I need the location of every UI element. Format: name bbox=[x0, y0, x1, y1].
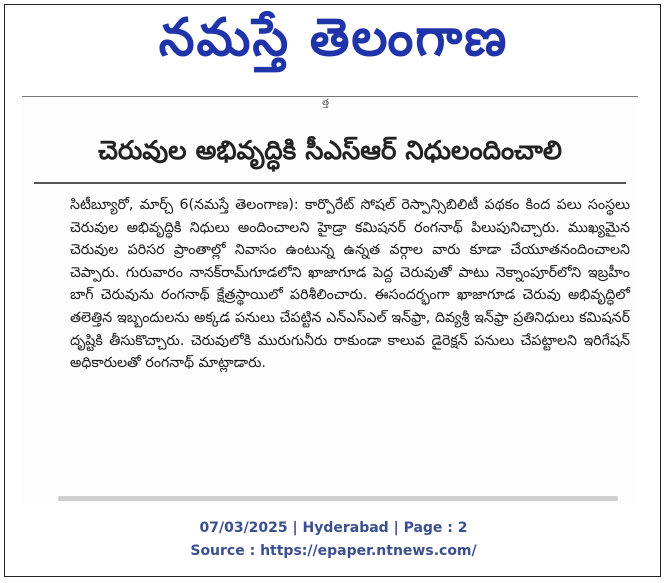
article-body: సిటీబ్యూరో, మార్చ్ 6(నమస్తే తెలంగాణ): కార్పొరేట్ సోషల్ రెస్పాన్సిబిలిటీ పథకం కింద పలు సంస్థలు చెరువుల అభివృద్ధికి నిధులు అందించాలని హైడ్రా కమిషనర్ రంగనాథ్ పిలుపునిచ్చారు. ముఖ్యమైన చెరువుల పరిసర ప్రాంతాల్లో నివాసం ఉంటున్న ఉన్నత వర్గాల వారు కూడా చేయూతనందించాలని చెప్పారు. గురువారం నానక్‌రామ్‌గూడలోని ఖాజాగూడ పెద్ద చెరువుతో పాటు నెక్నాంపూర్‌లోని ఇబ్రహీం బాగ్ చెరువును రంగనాథ్ క్షేత్రస్థాయిలో పరిశీలించారు. ఈసందర్భంగా ఖాజాగూడ చెరువు అభివృద్ధిలో తలెత్తిన ఇబ్బందులను అక్కడ పనులు చేపట్టిన ఎన్ఎస్ఎల్ ఇన్‌ఫ్రా, దివ్యశ్రీ ఇన్‌ఫ్రా ప్రతినిధులు కమిషనర్ దృష్టికి తీసుకొచ్చారు. చెరువులోకి మురుగునీరు రాకుండా కాలువ డైరెక్షన్ పనులు చేపట్టాలని ఇరిగేషన్ అధికారులతో రంగనాథ్ మాట్లాడారు. bbox=[70, 197, 630, 372]
clipping-top-rule bbox=[22, 96, 638, 97]
newspaper-masthead: నమస్తే తెలంగాణ bbox=[158, 8, 509, 68]
news-clipping bbox=[22, 96, 638, 504]
source-link[interactable]: Source : https://epaper.ntnews.com/ bbox=[190, 543, 477, 559]
article-headline: చెరువుల అభివృద్ధికి సీఎస్ఆర్ నిధులందించాలి bbox=[98, 136, 562, 166]
clipping-top-fragment: త్త bbox=[322, 98, 330, 108]
edition-info: 07/03/2025 | Hyderabad | Page : 2 bbox=[199, 520, 468, 536]
headline-divider bbox=[34, 182, 626, 184]
clipping-bottom-rule bbox=[58, 496, 618, 501]
